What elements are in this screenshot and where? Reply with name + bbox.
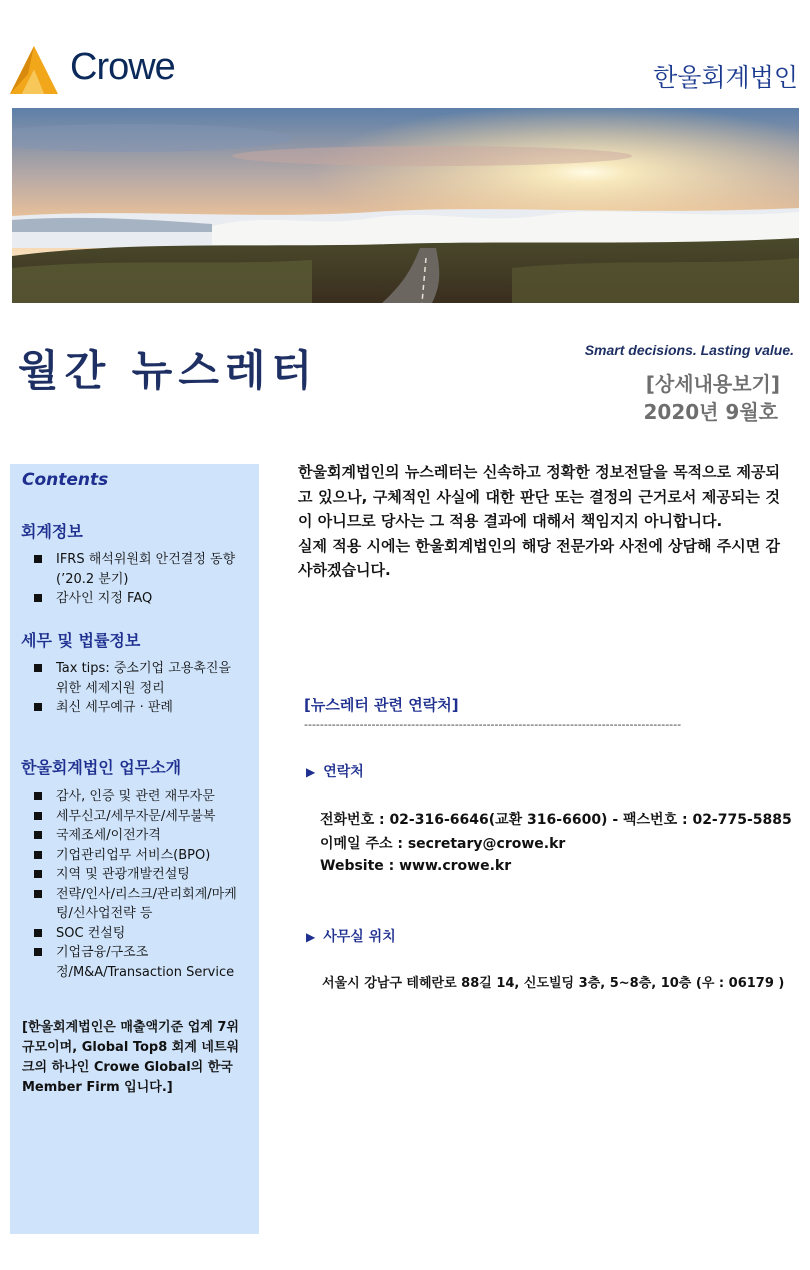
list-item[interactable]: 감사인 지정 FAQ [32, 589, 247, 609]
list-item[interactable]: 지역 및 관광개발컨설팅 [32, 865, 247, 885]
list-item[interactable]: 국제조세/이전가격 [32, 826, 247, 846]
crowe-logo[interactable] [8, 44, 208, 96]
section-heading-services[interactable]: 한울회계법인 업무소개 [21, 758, 182, 777]
website-line[interactable]: Website : www.crowe.kr [320, 858, 512, 874]
contents-sidebar [10, 464, 259, 1234]
list-item[interactable]: 최신 세무예규 · 판례 [32, 698, 247, 718]
disclaimer-paragraph: 실제 적용 시에는 한울회계법인의 해당 전문가와 사전에 상담해 주시면 감사하겠습니다. [298, 536, 780, 579]
list-item[interactable]: IFRS 해석위원회 안건결정 동향 (’20.2 분기) [32, 550, 247, 589]
contents-heading: Contents [22, 470, 109, 490]
firm-name: 한울회계법인 [653, 63, 798, 92]
disclaimer [298, 460, 780, 583]
services-list [32, 787, 247, 982]
disclaimer-paragraph: 한울회계법인의 뉴스레터는 신속하고 정확한 정보전달을 목적으로 제공되고 있으나, 구체적인 사실에 대한 판단 또는 결정의 근거로서 제공되는 것이 아니므로 당사는 그 적용 결과에 대해서 책임지지 아니합니다. [298, 463, 780, 530]
list-item[interactable]: 기업금융/구조조정/M&A/Transaction Service [32, 943, 247, 982]
list-item[interactable]: Tax tips: 중소기업 고용촉진을 위한 세제지원 정리 [32, 659, 247, 698]
divider: ----------------------------------------------------------------------------------------------- [304, 718, 682, 731]
office-address: 서울시 강남구 테헤란로 88길 14, 신도빌딩 3층, 5~8층, 10층 (우 : 06179 ) [322, 976, 785, 991]
accounting-list [32, 550, 247, 609]
section-heading-tax-legal[interactable]: 세무 및 법률정보 [21, 631, 141, 650]
list-item[interactable]: 기업관리업무 서비스(BPO) [32, 846, 247, 866]
firm-note: [한울회계법인은 매출액기준 업계 7위 규모이며, Global Top8 회계 네트워크의 하나인 Crowe Global의 한국 Member Firm 입니다.] [22, 1020, 240, 1095]
office-subheading-label: 사무실 위치 [323, 929, 396, 945]
phone-fax-line[interactable]: 전화번호 : 02-316-6646(교환 316-6600) - 팩스번호 : 02-775-5885 [320, 812, 792, 828]
office-subheading [306, 926, 396, 946]
list-item[interactable]: 감사, 인증 및 관련 재무자문 [32, 787, 247, 807]
logo-text: Crowe [70, 46, 175, 88]
detail-view-link[interactable]: [상세내용보기] [645, 372, 780, 396]
contact-subheading [306, 761, 364, 781]
issue-date: 2020년 9월호 [643, 400, 778, 424]
section-heading-accounting[interactable]: 회계정보 [21, 522, 83, 541]
contact-subheading-label: 연락처 [323, 764, 364, 780]
crowe-mountain-icon [8, 44, 68, 96]
contact-heading: [뉴스레터 관련 연락처] [304, 696, 459, 714]
list-item[interactable]: 전략/인사/리스크/관리회계/마케팅/신사업전략 등 [32, 885, 247, 924]
page-title: 월간 뉴스레터 [18, 346, 319, 395]
triangle-right-icon: ▶ [306, 930, 316, 944]
list-item[interactable]: SOC 컨설팅 [32, 924, 247, 944]
email-line[interactable]: 이메일 주소 : secretary@crowe.kr [320, 836, 566, 852]
hero-image [12, 108, 799, 303]
tax-legal-list [32, 659, 247, 718]
sunrise-road-photo [12, 108, 799, 303]
triangle-right-icon: ▶ [306, 765, 316, 779]
list-item[interactable]: 세무신고/세무자문/세무불복 [32, 807, 247, 827]
tagline: Smart decisions. Lasting value. [584, 342, 794, 358]
